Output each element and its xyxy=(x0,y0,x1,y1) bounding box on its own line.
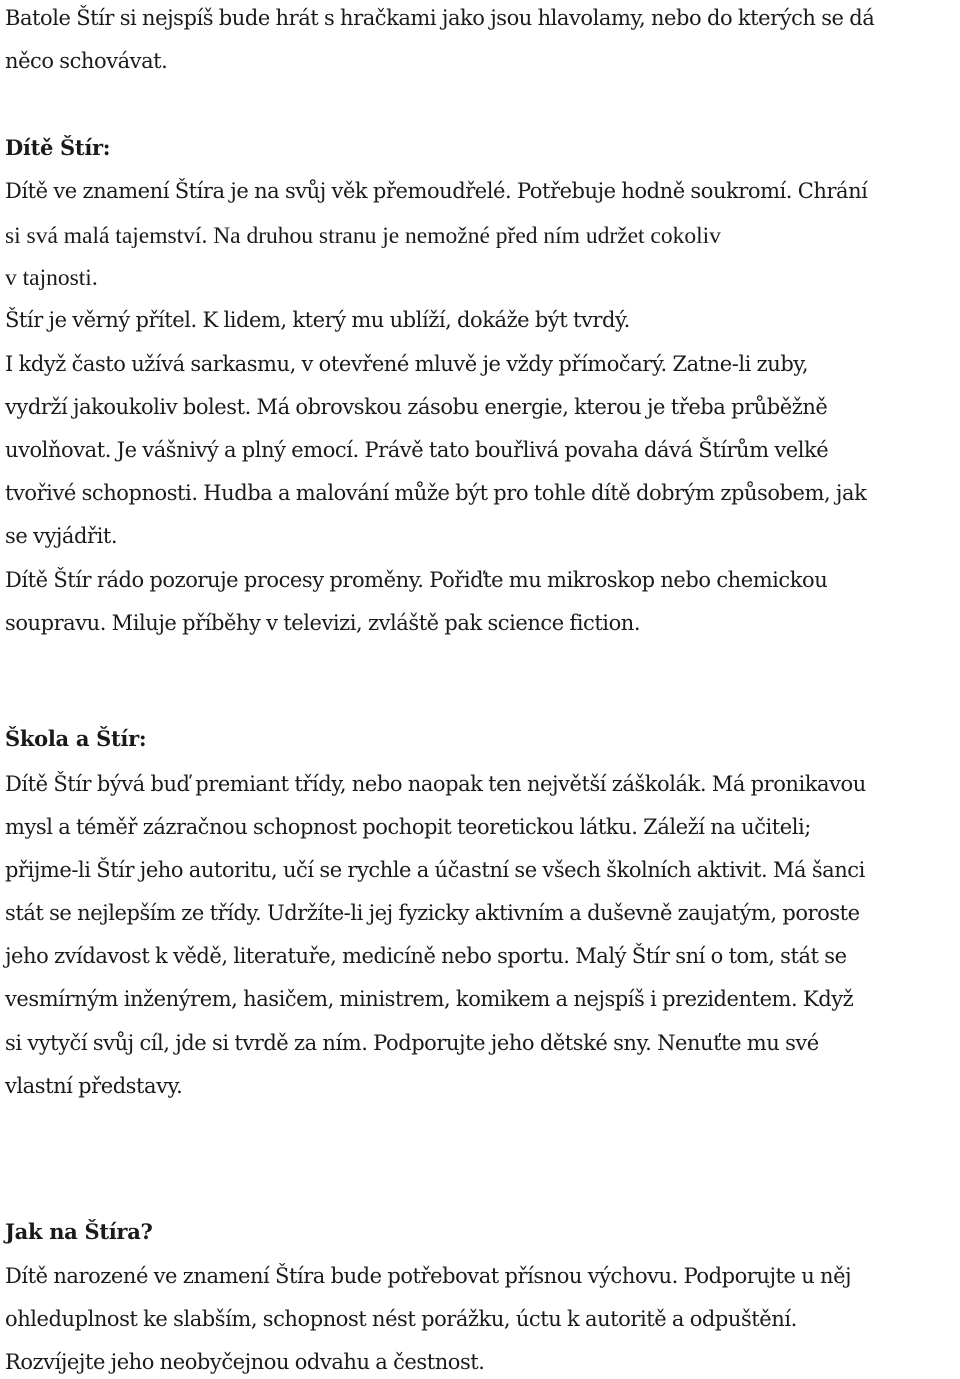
text-line: si vytyčí svůj cíl, jde si tvrdě za ním. Podporujte jeho dětské sny. Nenuťte mu své xyxy=(5,1031,819,1055)
text-line: vlastní představy. xyxy=(5,1074,183,1098)
text-line: mysl a téměř zázračnou schopnost pochopit teoretickou látku. Záleží na učiteli; xyxy=(5,815,811,839)
section-heading-school: Škola a Štír: xyxy=(5,726,147,751)
text-line: něco schovávat. xyxy=(5,49,168,73)
text-line: vydrží jakoukoliv bolest. Má obrovskou zásobu energie, kterou je třeba průběžně xyxy=(5,395,828,419)
text-line: Dítě narozené ve znamení Štíra bude potřebovat přísnou výchovu. Podporujte u něj xyxy=(5,1264,852,1288)
text-line: Rozvíjejte jeho neobyčejnou odvahu a čestnost. xyxy=(5,1350,485,1374)
text-line: se vyjádřit. xyxy=(5,524,118,548)
text-line: soupravu. Miluje příběhy v televizi, zvláště pak science fiction. xyxy=(5,611,641,635)
text-line: Štír je věrný přítel. K lidem, který mu ublíží, dokáže být tvrdý. xyxy=(5,308,630,332)
text-line: Batole Štír si nejspíš bude hrát s hračkami jako jsou hlavolamy, nebo do kterých se dá xyxy=(5,6,875,30)
section-heading-howto: Jak na Štíra? xyxy=(5,1219,153,1244)
text-line: v tajnosti. xyxy=(5,265,98,291)
text-line: tvořivé schopnosti. Hudba a malování může být pro tohle dítě dobrým způsobem, jak xyxy=(5,481,867,505)
text-line: ohleduplnost ke slabším, schopnost nést porážku, úctu k autoritě a odpuštění. xyxy=(5,1307,797,1331)
text-line: Dítě Štír rádo pozoruje procesy proměny. Pořiďte mu mikroskop nebo chemickou xyxy=(5,568,828,592)
text-line: I když často užívá sarkasmu, v otevřené mluvě je vždy přímočarý. Zatne-li zuby, xyxy=(5,352,809,376)
text-line: si svá malá tajemství. Na druhou stranu je nemožné před ním udržet cokoliv xyxy=(5,223,721,249)
text-line: vesmírným inženýrem, hasičem, ministrem, komikem a nejspíš i prezidentem. Když xyxy=(5,987,854,1011)
text-line: stát se nejlepším ze třídy. Udržíte-li jej fyzicky aktivním a duševně zaujatým, poroste xyxy=(5,901,860,925)
text-line: Dítě Štír bývá buď premiant třídy, nebo naopak ten největší záškolák. Má pronikavou xyxy=(5,772,866,796)
text-line: uvolňovat. Je vášnivý a plný emocí. Právě tato bouřlivá povaha dává Štírům velké xyxy=(5,438,829,462)
text-line: jeho zvídavost k vědě, literatuře, medicíně nebo sportu. Malý Štír sní o tom, stát se xyxy=(5,944,847,968)
text-line: Dítě ve znamení Štíra je na svůj věk přemoudřelé. Potřebuje hodně soukromí. Chrání xyxy=(5,179,868,203)
section-heading-child: Dítě Štír: xyxy=(5,135,111,160)
text-line: přijme-li Štír jeho autoritu, učí se rychle a účastní se všech školních aktivit. Má šanci xyxy=(5,858,865,882)
